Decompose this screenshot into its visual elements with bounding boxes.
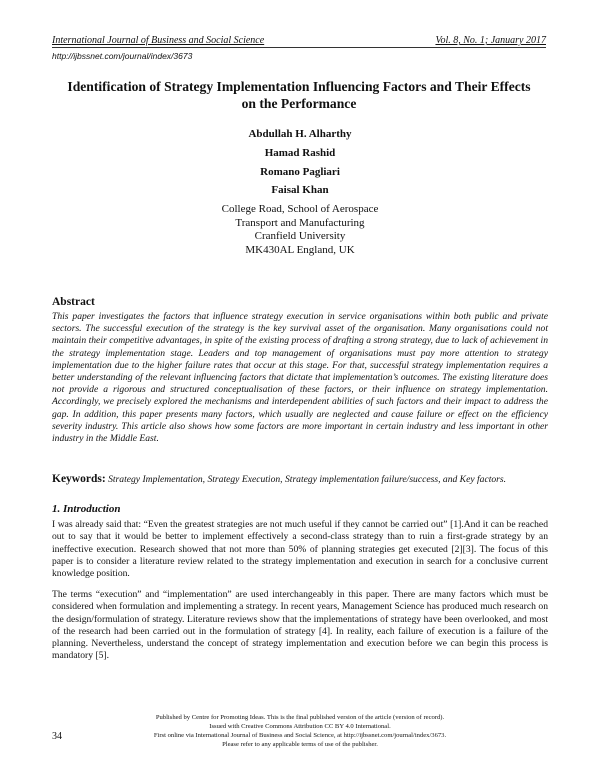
article-url[interactable]: http://ijbssnet.com/journal/index/3673 — [52, 51, 193, 61]
affiliation-line: College Road, School of Aerospace — [221, 203, 379, 215]
issue-info: Vol. 8, No. 1; January 2017 — [435, 35, 546, 46]
author-name: Abdullah H. Alharthy — [248, 128, 352, 140]
body-paragraph: I was already said that: “Even the greatest strategies are not much useful if they cannot be carried out” [1].And it can be reached out to say that it would be better to implement effectively a second-class strategy than to ruin a first-grade strategy by an ineffective execution. Research showed that not more than 50% of planning strategies get executed [2][3]. The focus of this paper is to consider a literature review related to the strategy implementation and execution in search for a conclusive current knowledge position. — [52, 519, 548, 580]
affiliation — [0, 203, 600, 257]
publication-footer — [120, 713, 480, 749]
abstract-heading: Abstract — [52, 296, 95, 308]
header-rule — [52, 47, 546, 48]
keywords — [52, 473, 548, 487]
keywords-label: Keywords: — [52, 473, 106, 485]
author-name: Romano Pagliari — [260, 166, 340, 178]
footer-line: First online via International Journal of Business and Social Science, at http://ijbssnet.com/journal/index/3673. — [153, 732, 447, 739]
section-heading: 1. Introduction — [52, 503, 121, 515]
journal-name: International Journal of Business and Social Science — [52, 35, 265, 46]
affiliation-line: Transport and Manufacturing — [235, 216, 365, 229]
footer-line: Please refer to any applicable terms of use of the publisher. — [222, 741, 378, 748]
abstract-text: This paper investigates the factors that influence strategy execution in service organisations within both public and private sectors. The successful execution of the strategy is the key survival asset of the organisation. Many organisations could not maintain their competitive advantages, in spite of the existing process of drafting a strong strategy, due to lack of achievement in the strategy implementation stage. Leaders and top management of organisations must pay more attention to strategy implementation due to the higher failure rates that occur at this stage. For that, successful strategy implementation requires a better understanding of the relevant influencing factors that dictate that implementation’s outcomes. The existing literature does not provide a rigorous and structured conceptualisation of these factors, or their influence on strategy implementation. Accordingly, we precisely explored the mechanisms and interdependent abilities of such factors and their impact to address the gap. In addition, this paper presents many factors, which usually are neglected and cause failure or effect on the efficiency severity industry. This article also shows how some factors are more important in certain industry and less important in other industry in the Middle East. — [52, 311, 548, 445]
keywords-text: Strategy Implementation, Strategy Execution, Strategy implementation failure/success, and Key factors. — [108, 474, 507, 485]
footer-line: Issued with Creative Commons Attribution CC BY 4.0 International. — [209, 723, 391, 730]
affiliation-line: Cranfield University — [254, 230, 346, 242]
footer-line: Published by Centre for Promoting Ideas. This is the final published version of the article (version of record). — [155, 714, 445, 721]
paper-title: Identification of Strategy Implementation Influencing Factors and Their Effects on the Performance — [67, 79, 531, 111]
body-paragraph: The terms “execution” and “implementation” are used interchangeably in this paper. There are many factors which must be considered when formulation and implementing a strategy. In recent years, Management Science has produced much research on the design/formulation of strategy. Literature reviews show that the implementations of strategy have been overlooked, and most of the research had been carried out in the formulation of strategy [4]. In reality, each failure of execution is a failure of the planning. Nevertheless, understand the concept of strategy implementation and execution before we can begin this process is mandatory [5]. — [52, 589, 548, 662]
author-name: Faisal Khan — [271, 184, 329, 196]
author-name: Hamad Rashid — [264, 147, 336, 159]
page-number: 34 — [52, 731, 62, 742]
affiliation-line: MK430AL England, UK — [245, 243, 355, 256]
